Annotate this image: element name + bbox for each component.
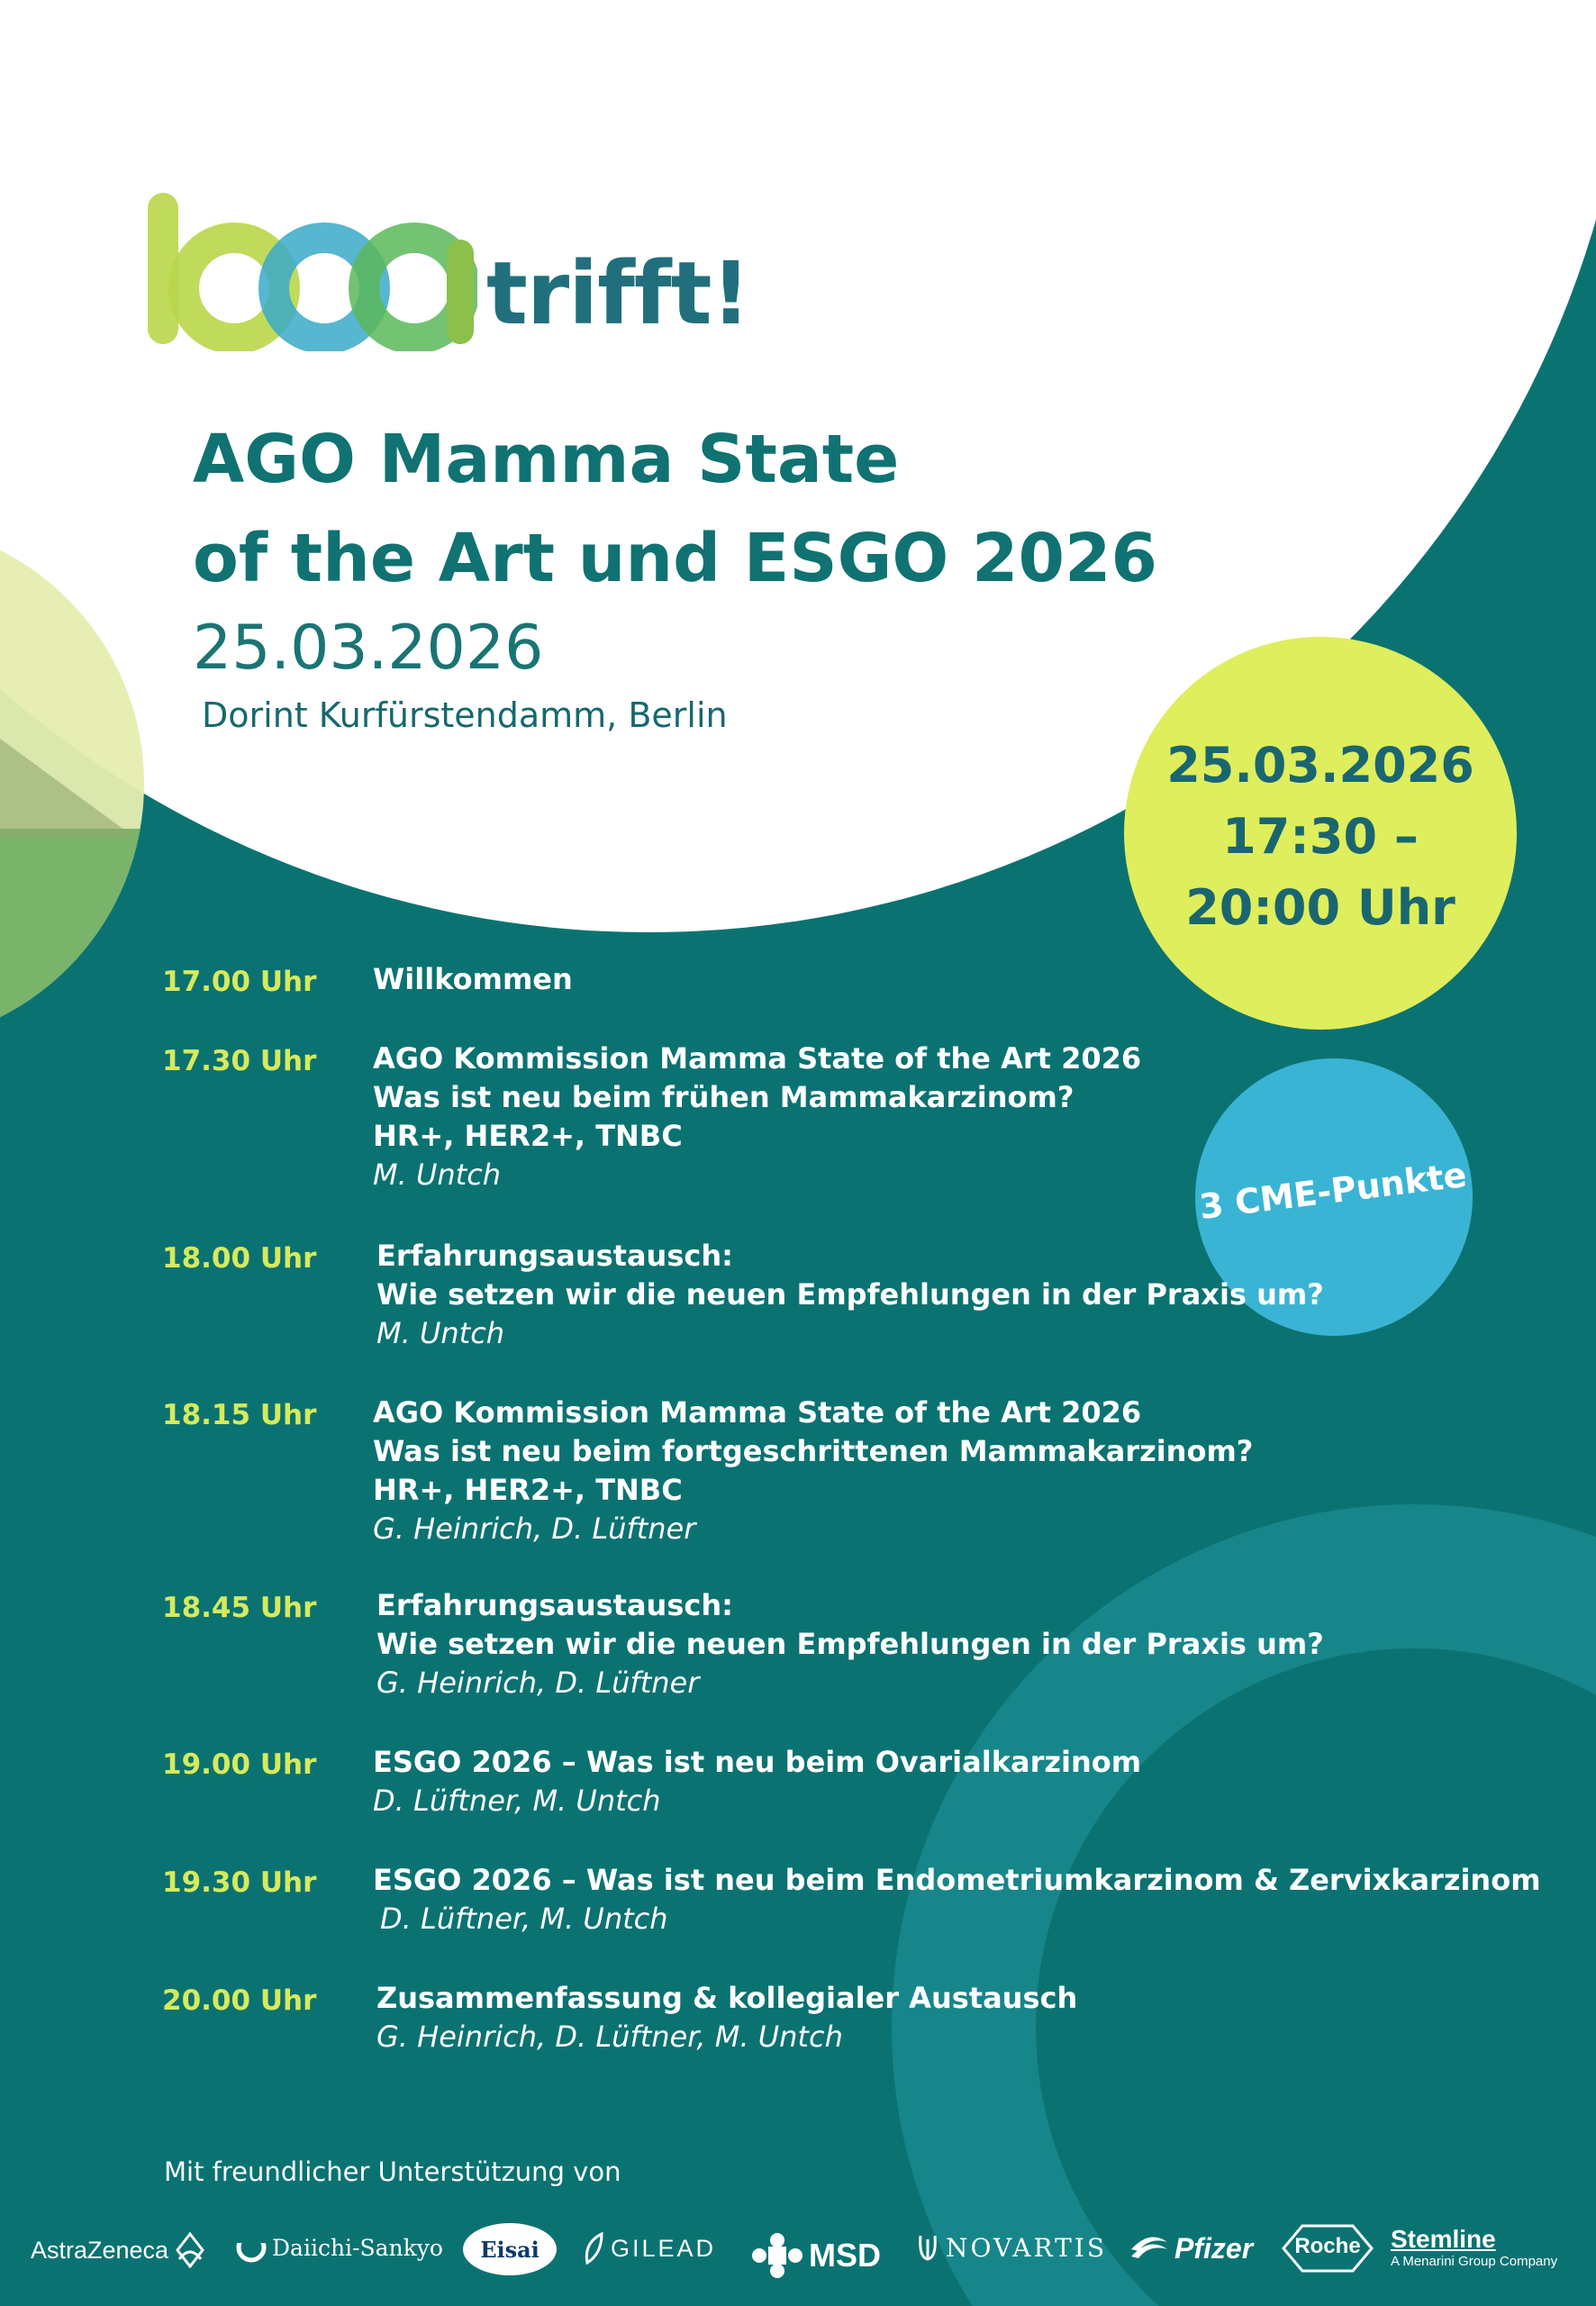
support-text: Mit freundlicher Unterstützung von xyxy=(164,2156,621,2187)
cme-badge: 3 CME-Punkte xyxy=(1197,1154,1469,1228)
eisai-oval xyxy=(463,2223,557,2275)
sponsor-daiichi xyxy=(236,2232,443,2263)
program-item xyxy=(376,1237,1324,1353)
sponsor-name: MSD xyxy=(809,2237,881,2274)
program-line: Erfahrungsaustausch: xyxy=(376,1588,733,1622)
program-line: ESGO 2026 – Was ist neu beim Endometriumkarzinom & Zervixkarzinom xyxy=(373,1863,1541,1897)
program-time: 19.00 Uhr xyxy=(162,1748,317,1781)
program-item xyxy=(376,1979,1077,2056)
date-badge xyxy=(1124,730,1517,943)
program-line: AGO Kommission Mamma State of the Art 2026 xyxy=(373,1395,1142,1430)
badge-date-line-3: 20:00 Uhr xyxy=(1185,879,1455,936)
program-line: AGO Kommission Mamma State of the Art 2026 xyxy=(373,1041,1142,1076)
sponsor-name: Eisai xyxy=(480,2236,540,2263)
sponsor-subtitle: A Menarini Group Company xyxy=(1391,2254,1558,2269)
program-line: Was ist neu beim frühen Mammakarzinom? xyxy=(373,1080,1075,1114)
badge-date-line-1: 25.03.2026 xyxy=(1166,737,1474,794)
program-time: 18.15 Uhr xyxy=(162,1399,317,1431)
program-line: Zusammenfassung & kollegialer Austausch xyxy=(376,1981,1078,2015)
program-speakers: G. Heinrich, D. Lüftner xyxy=(373,1512,696,1546)
program-item xyxy=(373,1861,1541,1938)
sponsor-pfizer xyxy=(1129,2232,1253,2265)
program-speakers: D. Lüftner, M. Untch xyxy=(380,1902,668,1936)
sponsor-logos xyxy=(0,2216,1596,2288)
event-date: 25.03.2026 xyxy=(193,613,544,684)
sponsor-gilead xyxy=(582,2232,716,2265)
program-line: ESGO 2026 – Was ist neu beim Ovarialkarzinom xyxy=(373,1745,1142,1779)
page-title xyxy=(193,410,1157,608)
sponsor-msd xyxy=(751,2232,881,2279)
pfizer-icon xyxy=(1129,2233,1169,2265)
msd-icon xyxy=(751,2232,803,2279)
novartis-icon xyxy=(915,2232,940,2263)
program-speakers: G. Heinrich, D. Lüftner xyxy=(376,1666,700,1700)
sponsor-eisai xyxy=(463,2223,557,2275)
gilead-icon xyxy=(582,2232,605,2265)
program-item xyxy=(373,1394,1253,1548)
program-item xyxy=(373,1040,1141,1194)
program-speakers: G. Heinrich, D. Lüftner, M. Untch xyxy=(376,2020,843,2054)
program-speakers: M. Untch xyxy=(373,1158,502,1192)
program-line: Willkommen xyxy=(373,962,573,996)
program-line: Was ist neu beim fortgeschrittenen Mammakarzinom? xyxy=(373,1434,1254,1468)
program-line: HR+, HER2+, TNBC xyxy=(373,1119,683,1153)
logo-tagline: trifft! xyxy=(486,243,750,344)
stemline-wordmark: Stemline xyxy=(1391,2225,1496,2253)
event-venue: Dorint Kurfürstendamm, Berlin xyxy=(202,695,728,735)
title-line-1: AGO Mamma State xyxy=(193,421,900,498)
program-speakers: D. Lüftner, M. Untch xyxy=(373,1784,661,1818)
sponsor-roche xyxy=(1281,2223,1374,2274)
title-line-2: of the Art und ESGO 2026 xyxy=(193,520,1158,597)
sponsor-name: NOVARTIS xyxy=(946,2232,1108,2263)
sponsor-astrazeneca xyxy=(31,2232,206,2268)
sponsor-name: AstraZeneca xyxy=(31,2236,169,2264)
daiichi-sankyo-icon xyxy=(236,2232,267,2263)
program-line: Wie setzen wir die neuen Empfehlungen in der Praxis um? xyxy=(376,1277,1324,1312)
astrazeneca-icon xyxy=(174,2232,206,2268)
sponsor-name: Pfizer xyxy=(1174,2232,1254,2265)
program-item xyxy=(373,1743,1141,1820)
sponsor-stemline xyxy=(1391,2225,1557,2269)
program-time: 20.00 Uhr xyxy=(162,1984,317,2017)
program-line: Wie setzen wir die neuen Empfehlungen in der Praxis um? xyxy=(376,1627,1324,1661)
program-time: 17.30 Uhr xyxy=(162,1045,317,1077)
program-item xyxy=(373,960,573,999)
program-time: 17.00 Uhr xyxy=(162,966,317,998)
program-speakers: M. Untch xyxy=(376,1316,505,1350)
sponsor-novartis xyxy=(915,2232,1107,2263)
badge-date-line-2: 17:30 – xyxy=(1222,808,1419,865)
program-time: 18.45 Uhr xyxy=(162,1592,317,1624)
program-line: Erfahrungsaustausch: xyxy=(376,1239,733,1273)
program-item xyxy=(376,1586,1324,1702)
program-line: HR+, HER2+, TNBC xyxy=(373,1473,683,1507)
program-time: 18.00 Uhr xyxy=(162,1242,317,1275)
sponsor-name: GILEAD xyxy=(611,2234,717,2262)
sponsor-name: Roche xyxy=(1294,2234,1361,2258)
roche-hexagon xyxy=(1281,2223,1374,2274)
sponsor-name: Daiichi-Sankyo xyxy=(272,2234,443,2261)
program-time: 19.30 Uhr xyxy=(162,1866,317,1899)
boa-logo xyxy=(144,189,477,351)
